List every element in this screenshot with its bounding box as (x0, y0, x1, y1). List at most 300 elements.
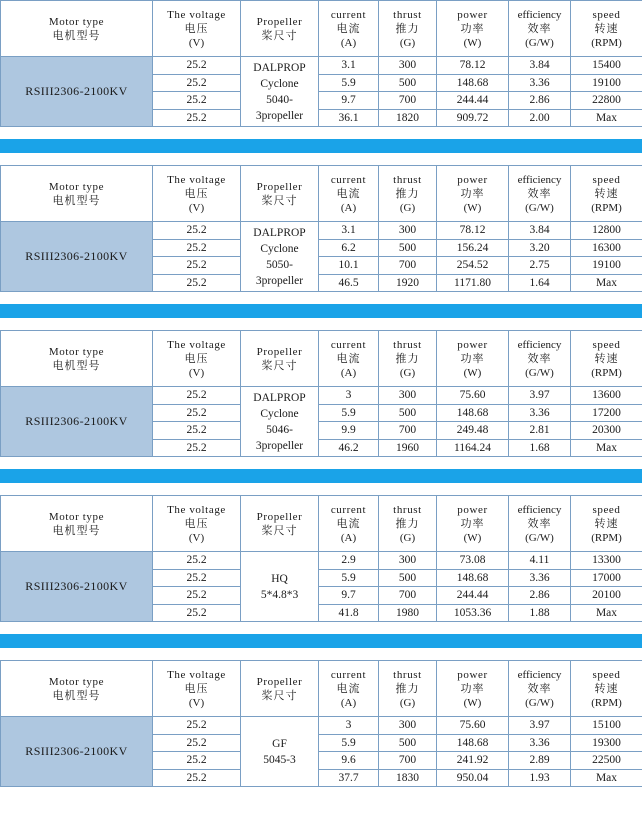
speed-value: Max (571, 439, 642, 457)
voltage-value: 25.2 (153, 752, 241, 770)
header-current-unit: (A) (340, 531, 357, 544)
header-power-en: power (457, 8, 488, 21)
power-value: 241.92 (437, 752, 509, 770)
header-speed-cn: 转速 (594, 682, 619, 695)
header-efficiency-cn: 效率 (527, 517, 552, 530)
speed-value: Max (571, 109, 642, 127)
header-speed (571, 1, 642, 57)
header-power-cn: 功率 (460, 187, 485, 200)
current-value: 3.1 (319, 222, 379, 240)
spec-table (0, 330, 642, 457)
power-value: 148.68 (437, 569, 509, 587)
header-voltage-en: The voltage (167, 503, 226, 516)
header-efficiency (509, 496, 571, 552)
propeller-line: 5050- (266, 258, 293, 271)
propeller-line: 3propeller (255, 439, 304, 452)
header-thrust-cn: 推力 (395, 352, 420, 365)
header-motor-type-cn: 电机型号 (52, 524, 101, 537)
header-power (437, 496, 509, 552)
power-value: 244.44 (437, 92, 509, 110)
header-speed-cn: 转速 (594, 187, 619, 200)
header-thrust-en: thrust (393, 173, 422, 186)
current-value: 3.1 (319, 57, 379, 75)
motor-model-cell: RSIII2306-2100KV (1, 387, 153, 457)
voltage-value: 25.2 (153, 439, 241, 457)
spec-table (0, 0, 642, 127)
thrust-value: 700 (379, 257, 437, 275)
header-current-en: current (330, 668, 367, 681)
efficiency-value: 3.36 (509, 569, 571, 587)
header-current-cn: 电流 (336, 187, 361, 200)
current-value: 3 (319, 717, 379, 735)
header-efficiency-en: efficiency (517, 338, 562, 351)
speed-value: 19100 (571, 257, 642, 275)
header-voltage-en: The voltage (167, 173, 226, 186)
header-current (319, 331, 379, 387)
efficiency-value: 1.68 (509, 439, 571, 457)
efficiency-value: 2.86 (509, 92, 571, 110)
header-current (319, 661, 379, 717)
header-speed-en: speed (592, 8, 621, 21)
header-speed-en: speed (592, 338, 621, 351)
header-propeller-cn: 桨尺寸 (261, 194, 298, 207)
thrust-value: 300 (379, 222, 437, 240)
block-gap (0, 153, 642, 165)
propeller-line: GF (272, 737, 287, 750)
power-value: 1053.36 (437, 604, 509, 622)
voltage-value: 25.2 (153, 604, 241, 622)
current-value: 9.7 (319, 92, 379, 110)
efficiency-value: 2.86 (509, 587, 571, 605)
efficiency-value: 3.97 (509, 387, 571, 405)
motor-model-cell: RSIII2306-2100KV (1, 717, 153, 787)
speed-value: 17000 (571, 569, 642, 587)
header-power-unit: (W) (463, 366, 482, 379)
power-value: 1164.24 (437, 439, 509, 457)
voltage-value: 25.2 (153, 274, 241, 292)
header-thrust-unit: (G) (399, 531, 416, 544)
header-current-unit: (A) (340, 696, 357, 709)
power-value: 148.68 (437, 734, 509, 752)
propeller-line: Cyclone (260, 242, 299, 255)
header-power-cn: 功率 (460, 22, 485, 35)
efficiency-value: 3.36 (509, 734, 571, 752)
efficiency-value: 2.89 (509, 752, 571, 770)
efficiency-value: 3.84 (509, 222, 571, 240)
header-speed-unit: (RPM) (591, 36, 622, 49)
efficiency-value: 2.00 (509, 109, 571, 127)
header-current-cn: 电流 (336, 22, 361, 35)
propeller-cell (241, 222, 319, 292)
block-separator-band (0, 634, 642, 648)
propeller-line: DALPROP (253, 61, 306, 74)
thrust-value: 300 (379, 387, 437, 405)
table-row (1, 222, 642, 240)
propeller-line: Cyclone (260, 77, 299, 90)
header-motor-type-cn: 电机型号 (52, 194, 101, 207)
header-thrust-unit: (G) (399, 366, 416, 379)
thrust-value: 300 (379, 57, 437, 75)
efficiency-value: 1.93 (509, 769, 571, 787)
header-speed-unit: (RPM) (591, 201, 622, 214)
thrust-value: 700 (379, 92, 437, 110)
header-propeller (241, 496, 319, 552)
current-value: 3 (319, 387, 379, 405)
speed-value: 13300 (571, 552, 642, 570)
voltage-value: 25.2 (153, 387, 241, 405)
header-voltage (153, 331, 241, 387)
spec-table (0, 165, 642, 292)
header-motor-type (1, 166, 153, 222)
header-power-cn: 功率 (460, 517, 485, 530)
header-motor-type (1, 1, 153, 57)
efficiency-value: 3.20 (509, 239, 571, 257)
header-efficiency-unit: (G/W) (525, 36, 554, 49)
header-efficiency-cn: 效率 (527, 187, 552, 200)
thrust-value: 1920 (379, 274, 437, 292)
header-motor-type (1, 661, 153, 717)
motor-model-cell: RSIII2306-2100KV (1, 57, 153, 127)
header-thrust-cn: 推力 (395, 22, 420, 35)
header-power-en: power (457, 173, 488, 186)
header-efficiency (509, 1, 571, 57)
header-motor-type-cn: 电机型号 (52, 689, 101, 702)
efficiency-value: 3.97 (509, 717, 571, 735)
power-value: 148.68 (437, 404, 509, 422)
header-voltage-unit: (V) (188, 201, 205, 214)
voltage-value: 25.2 (153, 74, 241, 92)
thrust-value: 300 (379, 717, 437, 735)
header-motor-type-cn: 电机型号 (52, 29, 101, 42)
header-motor-type (1, 331, 153, 387)
header-motor-type-en: Motor type (48, 675, 105, 688)
current-value: 46.5 (319, 274, 379, 292)
header-speed (571, 496, 642, 552)
current-value: 5.9 (319, 734, 379, 752)
table-header-row (1, 331, 642, 387)
block-gap (0, 648, 642, 660)
voltage-value: 25.2 (153, 404, 241, 422)
header-current-unit: (A) (340, 366, 357, 379)
table-header-row (1, 1, 642, 57)
current-value: 37.7 (319, 769, 379, 787)
header-speed-cn: 转速 (594, 517, 619, 530)
header-power-en: power (457, 338, 488, 351)
header-thrust (379, 331, 437, 387)
header-voltage-cn: 电压 (184, 22, 209, 35)
power-value: 254.52 (437, 257, 509, 275)
current-value: 36.1 (319, 109, 379, 127)
block-gap (0, 622, 642, 634)
spec-block (0, 0, 642, 127)
header-thrust (379, 661, 437, 717)
header-voltage-cn: 电压 (184, 187, 209, 200)
header-efficiency-cn: 效率 (527, 22, 552, 35)
header-current-en: current (330, 8, 367, 21)
thrust-value: 1980 (379, 604, 437, 622)
header-thrust-unit: (G) (399, 201, 416, 214)
header-power (437, 661, 509, 717)
voltage-value: 25.2 (153, 552, 241, 570)
efficiency-value: 4.11 (509, 552, 571, 570)
header-power-unit: (W) (463, 36, 482, 49)
header-propeller (241, 661, 319, 717)
block-gap (0, 318, 642, 330)
header-efficiency-en: efficiency (517, 173, 562, 186)
header-current-en: current (330, 503, 367, 516)
header-efficiency (509, 166, 571, 222)
header-current (319, 166, 379, 222)
header-speed-unit: (RPM) (591, 531, 622, 544)
table-header-row (1, 496, 642, 552)
header-speed (571, 166, 642, 222)
header-propeller-cn: 桨尺寸 (261, 29, 298, 42)
header-motor-type-en: Motor type (48, 180, 105, 193)
power-value: 950.04 (437, 769, 509, 787)
header-current-cn: 电流 (336, 517, 361, 530)
voltage-value: 25.2 (153, 109, 241, 127)
propeller-line: 5046- (266, 423, 293, 436)
header-thrust (379, 166, 437, 222)
speed-value: 16300 (571, 239, 642, 257)
header-power-en: power (457, 668, 488, 681)
voltage-value: 25.2 (153, 587, 241, 605)
block-gap (0, 483, 642, 495)
thrust-value: 500 (379, 74, 437, 92)
thrust-value: 500 (379, 734, 437, 752)
power-value: 75.60 (437, 387, 509, 405)
header-propeller-en: Propeller (256, 675, 303, 688)
header-power (437, 331, 509, 387)
header-efficiency-en: efficiency (517, 668, 562, 681)
spec-block (0, 330, 642, 457)
header-voltage-en: The voltage (167, 668, 226, 681)
header-efficiency-unit: (G/W) (525, 696, 554, 709)
header-motor-type-en: Motor type (48, 345, 105, 358)
header-voltage-unit: (V) (188, 366, 205, 379)
spec-block (0, 660, 642, 787)
thrust-value: 700 (379, 587, 437, 605)
header-voltage-unit: (V) (188, 531, 205, 544)
header-thrust-en: thrust (393, 338, 422, 351)
current-value: 2.9 (319, 552, 379, 570)
header-motor-type (1, 496, 153, 552)
header-propeller (241, 1, 319, 57)
power-value: 78.12 (437, 57, 509, 75)
header-speed (571, 331, 642, 387)
header-voltage-en: The voltage (167, 8, 226, 21)
efficiency-value: 1.64 (509, 274, 571, 292)
block-gap (0, 127, 642, 139)
spec-block (0, 165, 642, 292)
header-propeller (241, 166, 319, 222)
current-value: 5.9 (319, 74, 379, 92)
current-value: 41.8 (319, 604, 379, 622)
propeller-line: 5045-3 (263, 753, 296, 766)
header-propeller-cn: 桨尺寸 (261, 689, 298, 702)
table-header-row (1, 166, 642, 222)
header-current (319, 496, 379, 552)
header-thrust-unit: (G) (399, 696, 416, 709)
efficiency-value: 2.75 (509, 257, 571, 275)
header-voltage-unit: (V) (188, 696, 205, 709)
propeller-line: Cyclone (260, 407, 299, 420)
power-value: 249.48 (437, 422, 509, 440)
header-speed-en: speed (592, 503, 621, 516)
header-current-en: current (330, 173, 367, 186)
propeller-line: 5*4.8*3 (260, 588, 299, 601)
header-propeller-en: Propeller (256, 345, 303, 358)
header-motor-type-en: Motor type (48, 15, 105, 28)
propeller-line: DALPROP (253, 391, 306, 404)
power-value: 156.24 (437, 239, 509, 257)
thrust-value: 700 (379, 422, 437, 440)
header-power-unit: (W) (463, 201, 482, 214)
propeller-cell (241, 57, 319, 127)
thrust-value: 500 (379, 569, 437, 587)
header-power-en: power (457, 503, 488, 516)
voltage-value: 25.2 (153, 769, 241, 787)
header-motor-type-cn: 电机型号 (52, 359, 101, 372)
header-speed-cn: 转速 (594, 22, 619, 35)
voltage-value: 25.2 (153, 57, 241, 75)
speed-value: Max (571, 604, 642, 622)
power-value: 909.72 (437, 109, 509, 127)
propeller-line: DALPROP (253, 226, 306, 239)
power-value: 73.08 (437, 552, 509, 570)
speed-value: 20300 (571, 422, 642, 440)
header-voltage-unit: (V) (188, 36, 205, 49)
voltage-value: 25.2 (153, 569, 241, 587)
header-current-cn: 电流 (336, 682, 361, 695)
header-voltage-en: The voltage (167, 338, 226, 351)
header-thrust-cn: 推力 (395, 682, 420, 695)
speed-value: 15400 (571, 57, 642, 75)
block-separator-band (0, 469, 642, 483)
efficiency-value: 3.84 (509, 57, 571, 75)
spec-table (0, 495, 642, 622)
header-power-cn: 功率 (460, 682, 485, 695)
header-current-cn: 电流 (336, 352, 361, 365)
header-speed (571, 661, 642, 717)
propeller-line: 3propeller (255, 274, 304, 287)
header-current (319, 1, 379, 57)
voltage-value: 25.2 (153, 239, 241, 257)
efficiency-value: 3.36 (509, 404, 571, 422)
power-value: 75.60 (437, 717, 509, 735)
speed-value: 15100 (571, 717, 642, 735)
motor-model-cell: RSIII2306-2100KV (1, 222, 153, 292)
current-value: 9.6 (319, 752, 379, 770)
speed-value: Max (571, 769, 642, 787)
block-separator-band (0, 304, 642, 318)
header-efficiency-unit: (G/W) (525, 201, 554, 214)
table-row (1, 387, 642, 405)
speed-value: 19300 (571, 734, 642, 752)
header-thrust-en: thrust (393, 8, 422, 21)
header-efficiency-en: efficiency (517, 503, 562, 516)
current-value: 5.9 (319, 569, 379, 587)
speed-value: 22500 (571, 752, 642, 770)
header-efficiency (509, 661, 571, 717)
thrust-value: 500 (379, 404, 437, 422)
power-value: 244.44 (437, 587, 509, 605)
header-voltage-cn: 电压 (184, 352, 209, 365)
header-efficiency (509, 331, 571, 387)
propeller-line: HQ (271, 572, 288, 585)
table-row (1, 717, 642, 735)
thrust-value: 500 (379, 239, 437, 257)
header-propeller-cn: 桨尺寸 (261, 359, 298, 372)
header-thrust-cn: 推力 (395, 187, 420, 200)
header-efficiency-en: efficiency (517, 8, 562, 21)
efficiency-value: 2.81 (509, 422, 571, 440)
speed-value: Max (571, 274, 642, 292)
motor-model-cell: RSIII2306-2100KV (1, 552, 153, 622)
voltage-value: 25.2 (153, 422, 241, 440)
header-voltage (153, 166, 241, 222)
speed-value: 17200 (571, 404, 642, 422)
header-thrust-cn: 推力 (395, 517, 420, 530)
header-current-en: current (330, 338, 367, 351)
header-thrust-unit: (G) (399, 36, 416, 49)
voltage-value: 25.2 (153, 92, 241, 110)
header-power-unit: (W) (463, 531, 482, 544)
thrust-value: 1830 (379, 769, 437, 787)
header-current-unit: (A) (340, 201, 357, 214)
voltage-value: 25.2 (153, 717, 241, 735)
block-separator-band (0, 139, 642, 153)
voltage-value: 25.2 (153, 257, 241, 275)
speed-value: 19100 (571, 74, 642, 92)
table-header-row (1, 661, 642, 717)
spec-block (0, 495, 642, 622)
speed-value: 12800 (571, 222, 642, 240)
power-value: 148.68 (437, 74, 509, 92)
header-propeller-en: Propeller (256, 510, 303, 523)
current-value: 5.9 (319, 404, 379, 422)
header-power (437, 166, 509, 222)
header-thrust-en: thrust (393, 668, 422, 681)
header-efficiency-cn: 效率 (527, 352, 552, 365)
thrust-value: 700 (379, 752, 437, 770)
propeller-line: 5040- (266, 93, 293, 106)
header-efficiency-unit: (G/W) (525, 531, 554, 544)
efficiency-value: 3.36 (509, 74, 571, 92)
header-current-unit: (A) (340, 36, 357, 49)
voltage-value: 25.2 (153, 222, 241, 240)
header-thrust (379, 1, 437, 57)
propeller-cell (241, 387, 319, 457)
header-voltage (153, 496, 241, 552)
propeller-line: 3propeller (255, 109, 304, 122)
block-gap (0, 457, 642, 469)
header-efficiency-unit: (G/W) (525, 366, 554, 379)
current-value: 9.9 (319, 422, 379, 440)
current-value: 10.1 (319, 257, 379, 275)
thrust-value: 1820 (379, 109, 437, 127)
header-propeller-en: Propeller (256, 15, 303, 28)
thrust-value: 1960 (379, 439, 437, 457)
thrust-value: 300 (379, 552, 437, 570)
current-value: 9.7 (319, 587, 379, 605)
efficiency-value: 1.88 (509, 604, 571, 622)
header-propeller-en: Propeller (256, 180, 303, 193)
header-motor-type-en: Motor type (48, 510, 105, 523)
spec-table (0, 660, 642, 787)
power-value: 1171.80 (437, 274, 509, 292)
propeller-cell (241, 717, 319, 787)
